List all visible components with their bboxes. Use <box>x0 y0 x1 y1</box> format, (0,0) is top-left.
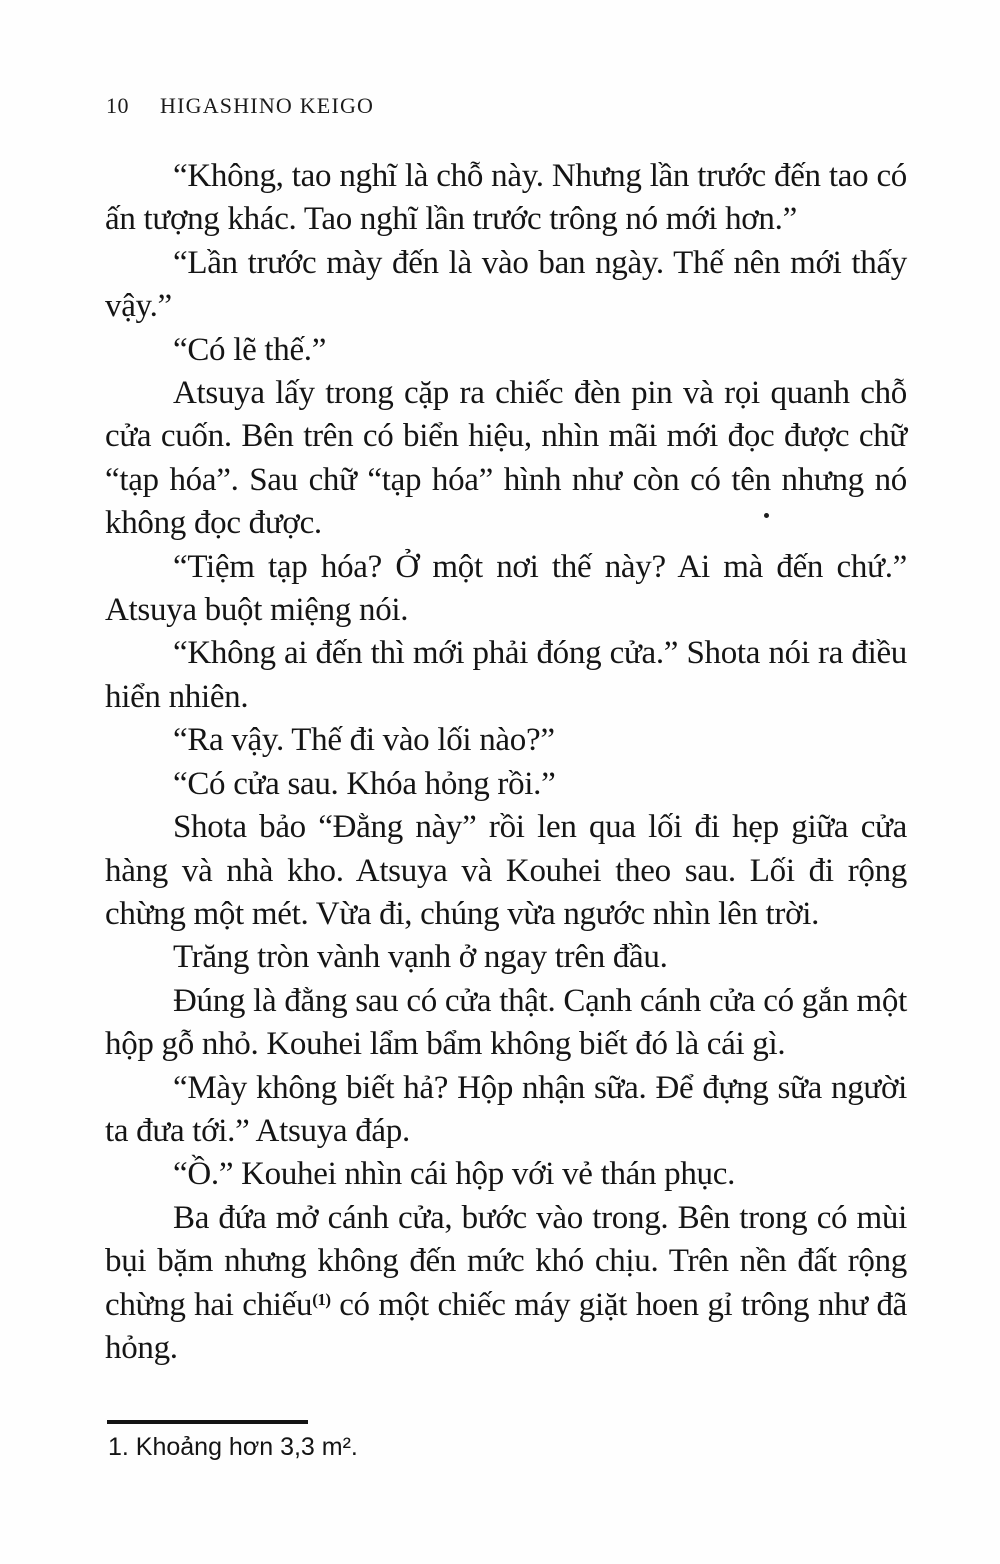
text-run: Ba đứa mở cánh cửa, bước vào trong. Bên trong có mùi bụi bặm nhưng không đến mức khó chịu. Trên nền đất rộng chừng hai chiếu <box>105 1199 907 1323</box>
paragraph <box>105 719 907 762</box>
text-run: Atsuya lấy trong cặp ra chiếc đèn pin và rọi quanh chỗ cửa cuốn. Bên trên có biển hiệu, nhìn mãi mới đọc được chữ “tạp hóa”. Sau chữ “tạp hóa” hình như còn có tên nhưng nó không đọc được. <box>105 375 907 542</box>
paragraph <box>105 1153 907 1196</box>
text-run: “Không, tao nghĩ là chỗ này. Nhưng lần trước đến tao có ấn tượng khác. Tao nghĩ lần trước trông nó mới hơn.” <box>105 158 907 238</box>
text-run: Shota bảo “Đằng này” rồi len qua lối đi hẹp giữa cửa hàng và nhà kho. Atsuya và Kouhei theo sau. Lối đi rộng chừng một mét. Vừa đi, chúng vừa ngước nhìn lên trời. <box>105 809 907 932</box>
running-title: HIGASHINO KEIGO <box>160 93 375 118</box>
paragraph <box>105 546 907 633</box>
paragraph <box>105 372 907 546</box>
paragraph <box>105 936 907 979</box>
scan-artifact-dot <box>764 513 769 518</box>
text-run: Trăng tròn vành vạnh ở ngay trên đầu. <box>173 939 668 976</box>
footnote-marker: (1) <box>312 1289 331 1309</box>
text-run: “Tiệm tạp hóa? Ở một nơi thế này? Ai mà đến chứ.” Atsuya buột miệng nói. <box>105 548 907 629</box>
paragraph <box>105 242 907 329</box>
text-run: Đúng là đằng sau có cửa thật. Cạnh cánh cửa có gắn một hộp gỗ nhỏ. Kouhei lẩm bẩm không biết đó là cái gì. <box>105 982 907 1063</box>
text-run: “Mày không biết hả? Hộp nhận sữa. Để đựng sữa người ta đưa tới.” Atsuya đáp. <box>105 1069 907 1149</box>
paragraph <box>105 1067 907 1154</box>
paragraph <box>105 1197 907 1371</box>
text-run: “Có lẽ thế.” <box>173 331 327 368</box>
text-run: “Không ai đến thì mới phải đóng cửa.” Shota nói ra điều hiển nhiên. <box>105 635 907 715</box>
paragraph <box>105 763 907 806</box>
text-run: “Ồ.” Kouhei nhìn cái hộp với vẻ thán phục. <box>173 1156 736 1193</box>
paragraph <box>105 329 907 372</box>
page-number: 10 <box>106 93 129 118</box>
paragraph <box>105 632 907 719</box>
footnote-divider <box>107 1420 308 1424</box>
footnote: 1. Khoảng hơn 3,3 m². <box>108 1433 358 1461</box>
paragraph <box>105 155 907 242</box>
paragraph <box>105 980 907 1067</box>
text-run: “Lần trước mày đến là vào ban ngày. Thế nên mới thấy vậy.” <box>105 244 907 325</box>
text-run: “Ra vậy. Thế đi vào lối nào?” <box>173 722 555 759</box>
paragraph <box>105 806 907 936</box>
page-header <box>106 93 374 119</box>
text-run: “Có cửa sau. Khóa hỏng rồi.” <box>173 765 556 802</box>
body-text <box>105 155 907 1370</box>
text-run: có một chiếc máy giặt hoen gỉ trông như đã hỏng. <box>105 1286 908 1366</box>
